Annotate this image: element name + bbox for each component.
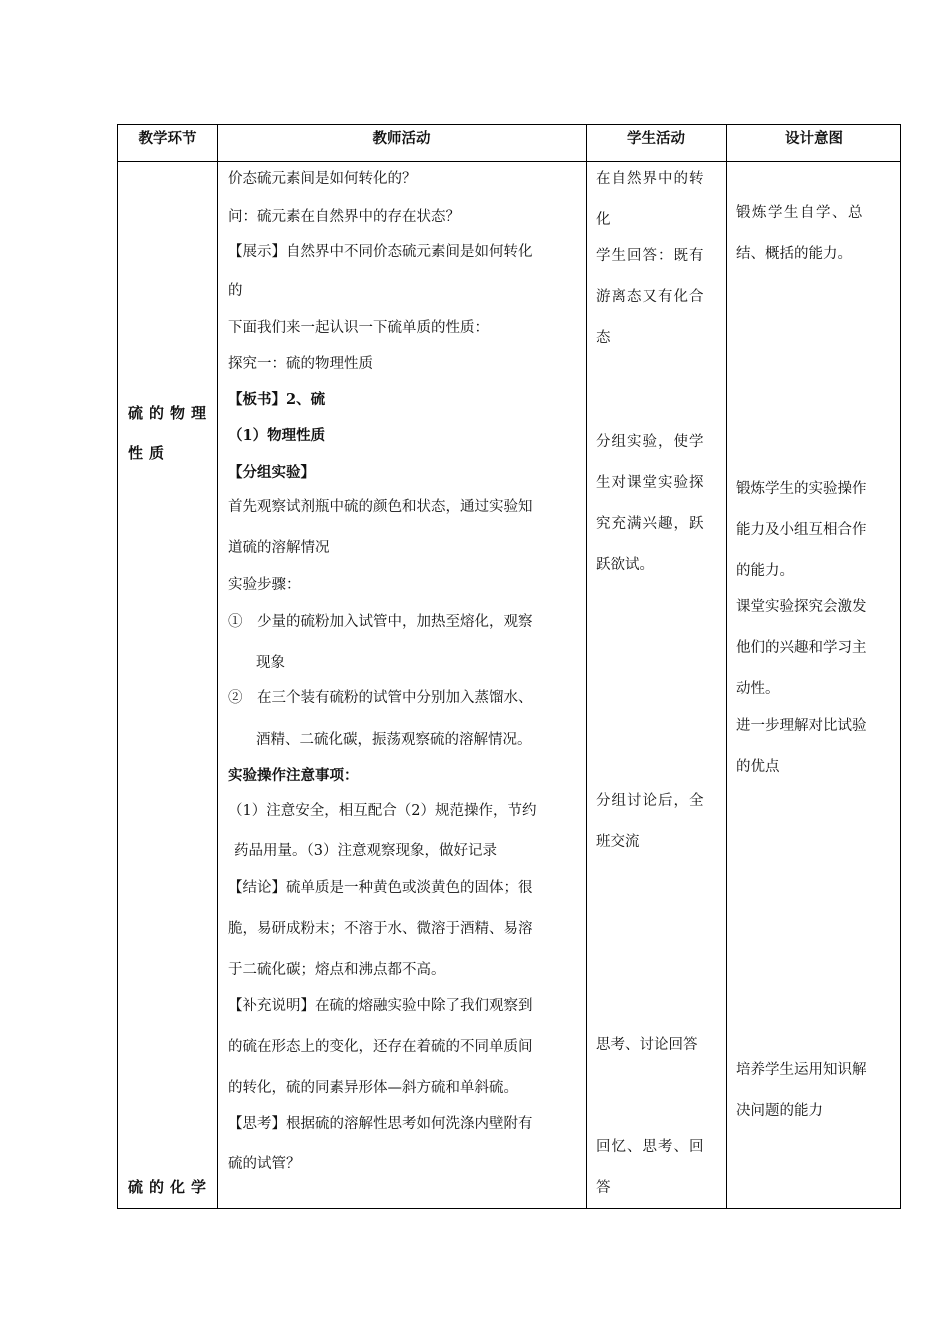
header-student-activity: 学生活动 — [627, 131, 685, 147]
teacher-line: 【板书】2、硫 — [228, 391, 326, 408]
teacher-line: ① 少量的硫粉加入试管中，加热至熔化，观察 — [228, 614, 533, 630]
teacher-line: 问：硫元素在自然界中的存在状态？ — [228, 209, 460, 225]
lesson-plan-table — [117, 124, 901, 1209]
student-line: 分组实验，使学 — [596, 434, 705, 450]
teacher-line: 首先观察试剂瓶中硫的颜色和状态，通过实验知 — [228, 499, 533, 515]
teacher-line: 道硫的溶解情况 — [228, 540, 330, 556]
teacher-line: 脆，易研成粉末；不溶于水、微溶于酒精、易溶 — [228, 921, 533, 937]
student-activity-cell — [596, 125, 722, 1210]
teacher-activity-cell — [228, 125, 580, 1210]
student-line: 分组讨论后，全 — [596, 793, 705, 809]
teacher-line: 实验操作注意事项： — [228, 767, 359, 784]
student-line: 究充满兴趣，跃 — [596, 516, 705, 532]
student-line: 思考、讨论回答 — [596, 1037, 698, 1053]
teacher-line: 【结论】硫单质是一种黄色或淡黄色的固体；很 — [228, 880, 533, 896]
student-line: 游离态又有化合 — [596, 289, 705, 305]
teacher-line: 价态硫元素间是如何转化的？ — [228, 171, 417, 187]
teacher-line: 实验步骤： — [228, 577, 301, 593]
student-line: 在自然界中的转 — [596, 171, 705, 187]
design-line: 决问题的能力 — [736, 1103, 823, 1119]
student-line: 回忆、思考、回 — [596, 1139, 705, 1155]
section-physical-properties: 硫的物理 — [128, 404, 213, 422]
column-divider — [217, 125, 218, 1208]
teacher-line: 的转化，硫的同素异形体—斜方硫和单斜硫。 — [228, 1080, 518, 1096]
section-physical-properties-cont: 性质 — [128, 444, 171, 462]
design-line: 能力及小组互相合作 — [736, 522, 867, 538]
design-intent-cell — [736, 125, 898, 1210]
teacher-line: （1）注意安全，相互配合（2）规范操作，节约 — [228, 803, 537, 819]
design-line: 动性。 — [736, 681, 780, 697]
teacher-line: 探究一：硫的物理性质 — [228, 356, 373, 372]
design-line: 培养学生运用知识解 — [736, 1062, 867, 1078]
student-line: 生对课堂实验探 — [596, 475, 705, 491]
design-line: 进一步理解对比试验 — [736, 718, 867, 734]
teacher-line: 【思考】根据硫的溶解性思考如何洗涤内壁附有 — [228, 1116, 533, 1132]
design-line: 课堂实验探究会激发 — [736, 599, 867, 615]
student-line: 答 — [596, 1180, 611, 1196]
teacher-line: 硫的试管？ — [228, 1156, 301, 1172]
student-line: 化 — [596, 212, 611, 228]
design-line: 的优点 — [736, 759, 780, 775]
column-divider — [726, 125, 727, 1208]
section-chemical-properties: 硫的化学 — [128, 1178, 213, 1196]
teacher-line: 现象 — [256, 655, 285, 671]
student-line: 学生回答：既有 — [596, 248, 705, 264]
teacher-line: 药品用量。（3）注意观察现象，做好记录 — [234, 843, 497, 859]
teacher-line: 于二硫化碳；熔点和沸点都不高。 — [228, 962, 446, 978]
teacher-line: 【展示】自然界中不同价态硫元素间是如何转化 — [228, 244, 533, 260]
design-line: 的能力。 — [736, 563, 794, 579]
header-teaching-stage: 教学环节 — [138, 131, 197, 147]
header-design-intent: 设计意图 — [785, 131, 843, 147]
design-line: 结、概括的能力。 — [736, 246, 852, 262]
teacher-line: （1）物理性质 — [228, 427, 326, 444]
teacher-line: 【分组实验】 — [228, 464, 315, 481]
teacher-line: 的硫在形态上的变化，还存在着硫的不同单质间 — [228, 1039, 533, 1055]
teacher-line: 酒精、二硫化碳，振荡观察硫的溶解情况。 — [256, 732, 532, 748]
teacher-line: ② 在三个装有硫粉的试管中分别加入蒸馏水、 — [228, 690, 533, 706]
teacher-line: 的 — [228, 283, 243, 299]
design-line: 锻炼学生的实验操作 — [736, 481, 867, 497]
student-line: 跃欲试。 — [596, 557, 654, 573]
design-line: 他们的兴趣和学习主 — [736, 640, 867, 656]
design-line: 锻炼学生自学、总 — [736, 205, 864, 221]
student-line: 态 — [596, 330, 611, 346]
teacher-line: 下面我们来一起认识一下硫单质的性质： — [228, 320, 489, 336]
column-divider — [586, 125, 587, 1208]
header-teacher-activity: 教师活动 — [372, 131, 431, 147]
student-line: 班交流 — [596, 834, 640, 850]
teacher-line: 【补充说明】在硫的熔融实验中除了我们观察到 — [228, 998, 533, 1014]
